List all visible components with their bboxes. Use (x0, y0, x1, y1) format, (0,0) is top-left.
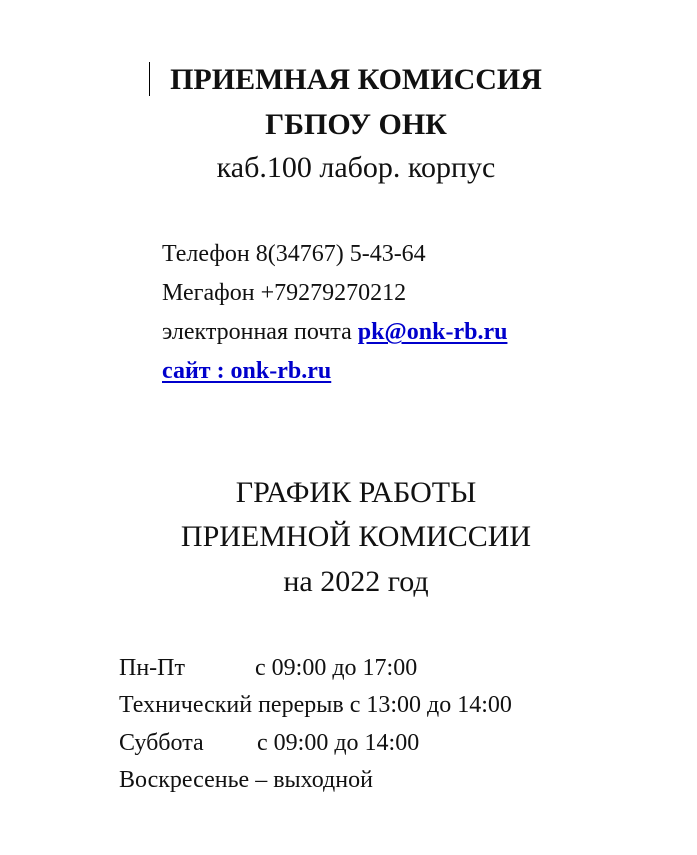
header-organization: ГБПОУ ОНК (265, 108, 447, 141)
schedule-sunday: Воскресенье – выходной (119, 767, 373, 793)
schedule-break: Технический перерыв с 13:00 до 14:00 (119, 692, 512, 718)
megafon-line: Мегафон +79279270212 (162, 280, 407, 306)
schedule-title-line2: ПРИЕМНОЙ КОМИССИИ (180, 520, 532, 553)
header-room: каб.100 лабор. корпус (216, 151, 496, 184)
schedule-title-line1: ГРАФИК РАБОТЫ (235, 476, 477, 509)
phone-line: Телефон 8(34767) 5-43-64 (162, 241, 426, 267)
schedule-title-line3: на 2022 год (283, 565, 429, 598)
email-link[interactable]: pk@onk-rb.ru (357, 319, 508, 345)
saturday-label: Суббота (119, 730, 204, 756)
saturday-hours: с 09:00 до 14:00 (257, 730, 420, 756)
header-title: ПРИЕМНАЯ КОМИССИЯ (170, 63, 542, 96)
weekdays-hours: с 09:00 до 17:00 (255, 655, 418, 681)
site-line (162, 356, 331, 386)
schedule-saturday (119, 728, 419, 758)
email-line (162, 317, 507, 347)
weekdays-label: Пн-Пт (119, 655, 185, 681)
schedule-weekdays (119, 653, 417, 683)
site-link[interactable]: сайт : onk-rb.ru (162, 358, 332, 384)
email-label: электронная почта (162, 319, 358, 345)
